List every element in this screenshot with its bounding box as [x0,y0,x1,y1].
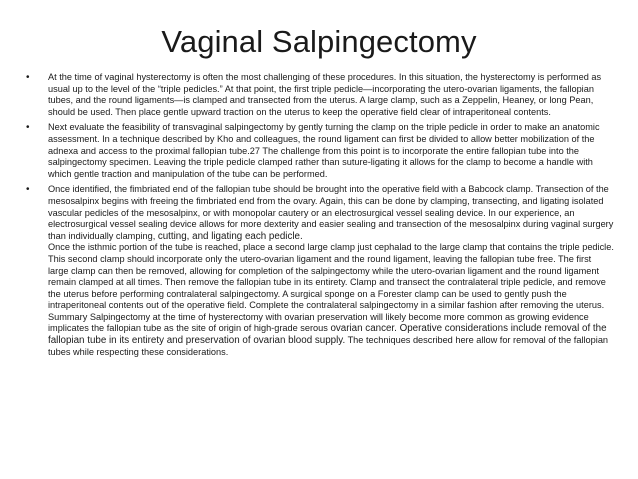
bullet-text-run: ovarian cancer. Operative considerations include removal of the fallopian tube in its entirety and preservation of ovarian blood supply. [48,323,607,347]
bullet-paragraph [48,184,614,242]
bullet-text-run: The techniques described here allow for removal of the fallopian tubes while respecting these considerations. [48,335,609,357]
bullet-text [48,122,614,180]
bullet-item [26,122,614,180]
bullet-item [26,72,614,118]
bullet-paragraph: At the time of vaginal hysterectomy is often the most challenging of these procedures. In this situation, the hysterectomy is performed as usual up to the level of the “triple pedicles.” At that point, the first triple pedicle—incorporating the utero-ovarian ligaments, the fallopian tubes, and the round ligaments—is clamped and transected from the uterus. A large clamp, such as a Zeppelin, Heaney, or long Pean, should be used. Then place gentle upward traction on the uterus to keep the operative field clear of intraperitoneal contents. [48,72,602,117]
bullet-paragraph: Next evaluate the feasibility of transvaginal salpingectomy by gently turning the clamp on the triple pedicle in order to make an anatomic assessment. In a technique described by Kho and colleagues, the round ligament can first be divided to allow better mobilization of the adnexa and access to the proximal fallopian tube.27 The challenge from this point is to incorporate the entire fallopian tube into the salpingectomy specimen. Leaving the triple pedicle clamped rather than suture-ligating it allows for the clamp to become a handle with which gentle traction and manipulation of the tube can be performed. [48,122,600,179]
bullet-marker: • [26,122,30,134]
bullet-text [48,184,614,358]
bullet-paragraph [48,242,614,358]
bullet-text-run: Once identified, the fimbriated end of the fallopian tube should be brought into the operative field with a Babcock clamp. Transection of the mesosalpinx begins with freeing the fimbriated end from the ovary. Again, this can be done by clamping, transecting, and ligating isolated vascular pedicles of the mesosalpinx, or with monopolar cautery or an electrosurgical vessel sealing device. In our experience, an electrosurgical vessel sealing device allows for more dexterity and easier sealing and transection of the mesosalpinx during vaginal surgery than individually clamping, [48,184,614,241]
bullet-text-run: Once the isthmic portion of the tube is reached, place a second large clamp just cephalad to the large clamp that contains the triple pedicle. This second clamp should incorporate only the utero-ovarian ligament and the round ligament, leaving the fallopian tube free. The first large clamp can then be removed, allowing for completion of the salpingectomy while the utero-ovarian ligament and the round ligament remain clamped at all times. Then remove the fallopian tube in its entirety. Clamp and transect the contralateral triple pedicle, and remove the uterus before performing contralateral salpingectomy. A surgical sponge on a Forester clamp can be used to gently push the intraperitoneal contents out of the operative field. Complete the contralateral salpingectomy in a similar fashion after removing the uterus. Summary Salpingectomy at the time of hysterectomy with ovarian preservation will likely become more common as growing evidence implicates the fallopian tube as the site of origin of high-grade serous [48,242,614,334]
bullet-text [48,72,614,118]
bullet-marker: • [26,72,30,83]
bullet-item [26,184,614,358]
slide-title: Vaginal Salpingectomy [161,24,477,59]
bullet-text-run: cutting, and ligating each pedicle. [157,230,303,242]
slide-content [26,72,614,362]
bullet-marker: • [26,184,30,196]
